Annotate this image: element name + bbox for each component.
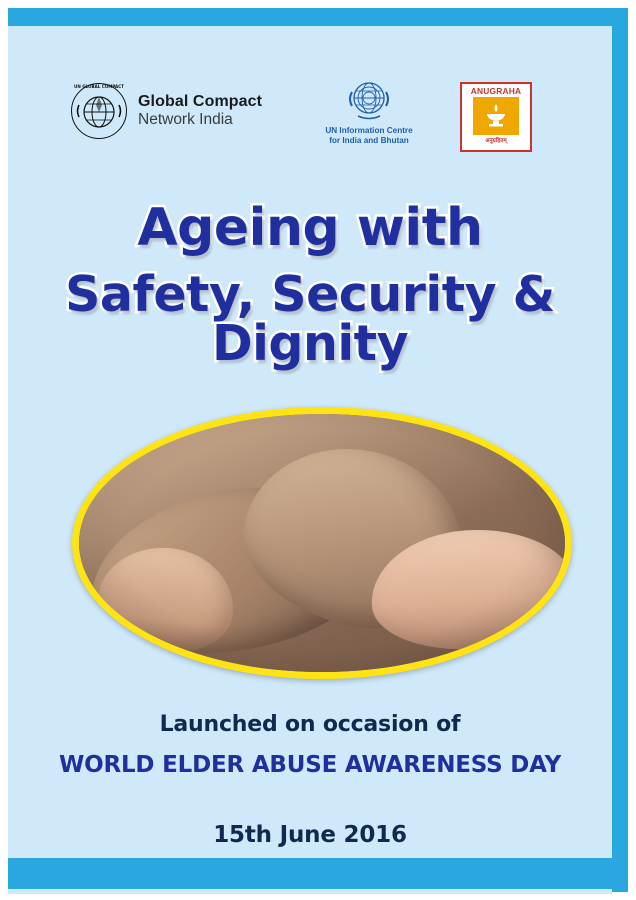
- svg-text:UN GLOBAL COMPACT: UN GLOBAL COMPACT: [74, 84, 124, 89]
- gcni-line-2: Network India: [138, 111, 233, 129]
- footer-line-1: Launched on occasion of: [159, 712, 461, 737]
- bottom-light-band: [8, 889, 612, 894]
- title-line-1: Ageing with: [137, 198, 483, 258]
- elderly-hands-photo: [72, 407, 572, 679]
- poster-footer: [8, 712, 612, 848]
- unic-caption-line-1: UN Information Centre: [325, 126, 413, 135]
- poster-title: [8, 198, 612, 372]
- footer-line-2: WORLD ELDER ABUSE AWARENESS DAY: [58, 752, 562, 778]
- anugraha-lamp-mark-icon: [473, 97, 519, 135]
- anugraha-subtitle: अनुग्रहितम्: [485, 138, 507, 144]
- unic-caption-line-2: for India and Bhutan: [329, 136, 409, 146]
- un-global-compact-emblem-icon: [70, 82, 128, 140]
- logo-un-information-centre: [304, 76, 434, 147]
- photo-vignette: [79, 414, 565, 672]
- logo-global-compact-network-india: [70, 82, 262, 140]
- united-nations-emblem-icon: [304, 76, 434, 122]
- gcni-line-1: Global Compact: [138, 93, 263, 111]
- photo-oval-frame: [72, 407, 572, 679]
- title-line-2: Safety, Security & Dignity: [65, 266, 555, 372]
- unic-caption: [304, 126, 434, 147]
- footer-line-3: 15th June 2016: [213, 822, 407, 848]
- anugraha-name: ANUGRAHA: [470, 86, 522, 96]
- logo-anugraha: [460, 82, 532, 152]
- gcni-wordmark: [138, 93, 262, 128]
- poster-content-area: [8, 26, 612, 858]
- logo-row: [8, 72, 612, 162]
